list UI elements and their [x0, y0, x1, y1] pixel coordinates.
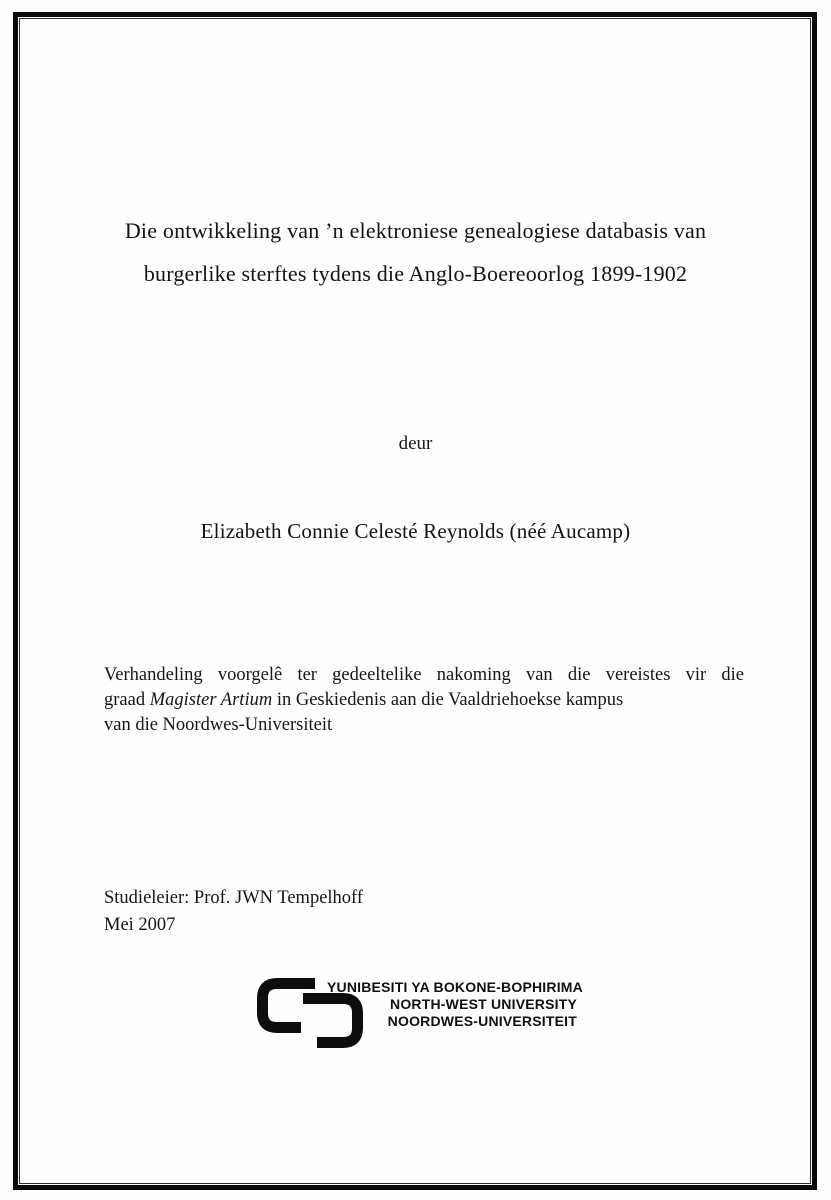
degree-statement-line-2	[104, 688, 744, 713]
thesis-title	[60, 209, 771, 295]
thesis-title-line-1: Die ontwikkeling van ’n elektroniese genealogiese databasis van	[124, 218, 707, 243]
thesis-title-line-2: burgerlike sterftes tydens die Anglo-Boereoorlog 1899-1902	[143, 261, 688, 286]
nwu-logo	[257, 972, 587, 1054]
supervisor-and-date	[104, 885, 363, 939]
degree-name-italic: Magister Artium	[149, 690, 273, 710]
byline-deur: deur	[398, 433, 433, 454]
date-line: Mei 2007	[104, 915, 176, 935]
degree-statement-line-1: Verhandeling voorgelê ter gedeeltelike nakoming van die vereistes vir die	[104, 665, 744, 685]
nwu-logo-text-afrikaans: NOORDWES-UNIVERSITEIT	[387, 1012, 577, 1029]
degree-statement	[104, 663, 744, 738]
degree-statement-line-2-post: in Geskiedenis aan die Vaaldriehoekse kampus	[272, 690, 624, 710]
nwu-logo-text-english: NORTH-WEST UNIVERSITY	[390, 995, 577, 1012]
author-name: Elizabeth Connie Celesté Reynolds (néé Aucamp)	[200, 519, 631, 543]
supervisor-line: Studieleier: Prof. JWN Tempelhoff	[104, 888, 364, 908]
degree-statement-line-3: van die Noordwes-Universiteit	[104, 715, 333, 735]
nwu-logo-text-setswana: YUNIBESITI YA BOKONE-BOPHIRIMA	[327, 979, 583, 995]
nwu-logo-text	[327, 979, 583, 1029]
degree-statement-line-2-pre: graad	[104, 690, 150, 710]
